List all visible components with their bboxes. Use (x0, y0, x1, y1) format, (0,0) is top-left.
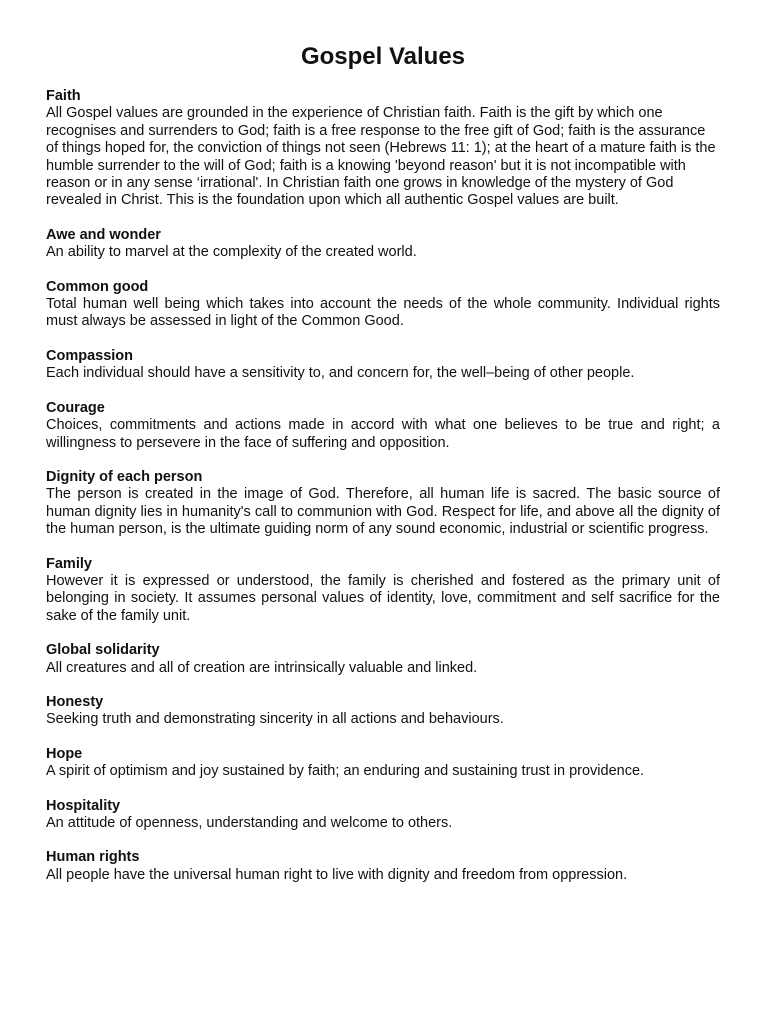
entry-dignity-of-each-person (46, 469, 720, 539)
entry-compassion (46, 348, 720, 383)
page-title: Gospel Values (300, 43, 466, 70)
entry-hope (46, 746, 720, 781)
entry-awe-and-wonder (46, 227, 720, 262)
entry-definition: An attitude of openness, understanding and welcome to others. (46, 815, 453, 831)
entry-term: Faith (46, 88, 81, 104)
entry-definition: Total human well being which takes into account the needs of the whole community. Individual rights must always be assessed in light of the Common Good. (46, 296, 720, 330)
entry-term: Awe and wonder (46, 226, 161, 243)
entry-definition: The person is created in the image of God. Therefore, all human life is sacred. The basic source of human dignity lies in humanity's call to communion with God. Respect for life, and above all the dignity of the human person, is the ultimate guiding norm of any sound economic, industrial or scientific progress. (46, 486, 720, 538)
entry-term: Dignity of each person (46, 468, 203, 485)
entry-definition: All creatures and all of creation are intrinsically valuable and linked. (46, 659, 478, 676)
entry-term: Hope (46, 745, 83, 762)
entry-term: Human rights (46, 849, 140, 866)
entry-definition: Each individual should have a sensitivity to, and concern for, the well–being of other people. (46, 365, 635, 382)
entry-definition: All people have the universal human right to live with dignity and freedom from oppression. (46, 866, 628, 883)
entry-definition: All Gospel values are grounded in the experience of Christian faith. Faith is the gift by which one recognises and surrenders to God; faith is a free response to the free gift of God; faith is the assurance of things hoped for, the conviction of things not seen (Hebrews 11: 1); at the heart of a mature faith is the humble surrender to the will of God; faith is a knowing 'beyond reason' but it is not incompatible with reason or in any sense ‘irrational'. In Christian faith one grows in knowledge of the mystery of God revealed in Christ. This is the foundation upon which all authentic Gospel values are built. (46, 105, 716, 209)
entry-human-rights (46, 849, 720, 884)
entry-term: Global solidarity (46, 642, 160, 659)
entry-term: Common good (46, 278, 149, 295)
entry-term: Courage (46, 399, 105, 416)
entry-faith (46, 88, 720, 210)
entry-honesty (46, 694, 720, 729)
entry-definition: An ability to marvel at the complexity of the created world. (46, 244, 417, 261)
entry-global-solidarity (46, 642, 720, 677)
entry-common-good (46, 279, 720, 331)
entry-definition: Choices, commitments and actions made in accord with what one believes to be true and right; a willingness to persevere in the face of suffering and opposition. (46, 417, 720, 451)
entry-family (46, 556, 720, 626)
entry-definition: However it is expressed or understood, the family is cherished and fostered as the primary unit of belonging in society. It assumes personal values of identity, love, commitment and self sacrifice for the sake of the family unit. (46, 572, 720, 624)
entry-term: Compassion (46, 347, 134, 364)
entry-term: Honesty (46, 693, 104, 710)
entry-courage (46, 400, 720, 452)
entry-hospitality (46, 798, 720, 833)
entry-definition: A spirit of optimism and joy sustained by faith; an enduring and sustaining trust in providence. (46, 763, 645, 780)
entry-definition: Seeking truth and demonstrating sincerity in all actions and behaviours. (46, 711, 504, 728)
entry-term: Hospitality (46, 797, 121, 814)
entry-term: Family (46, 555, 92, 572)
